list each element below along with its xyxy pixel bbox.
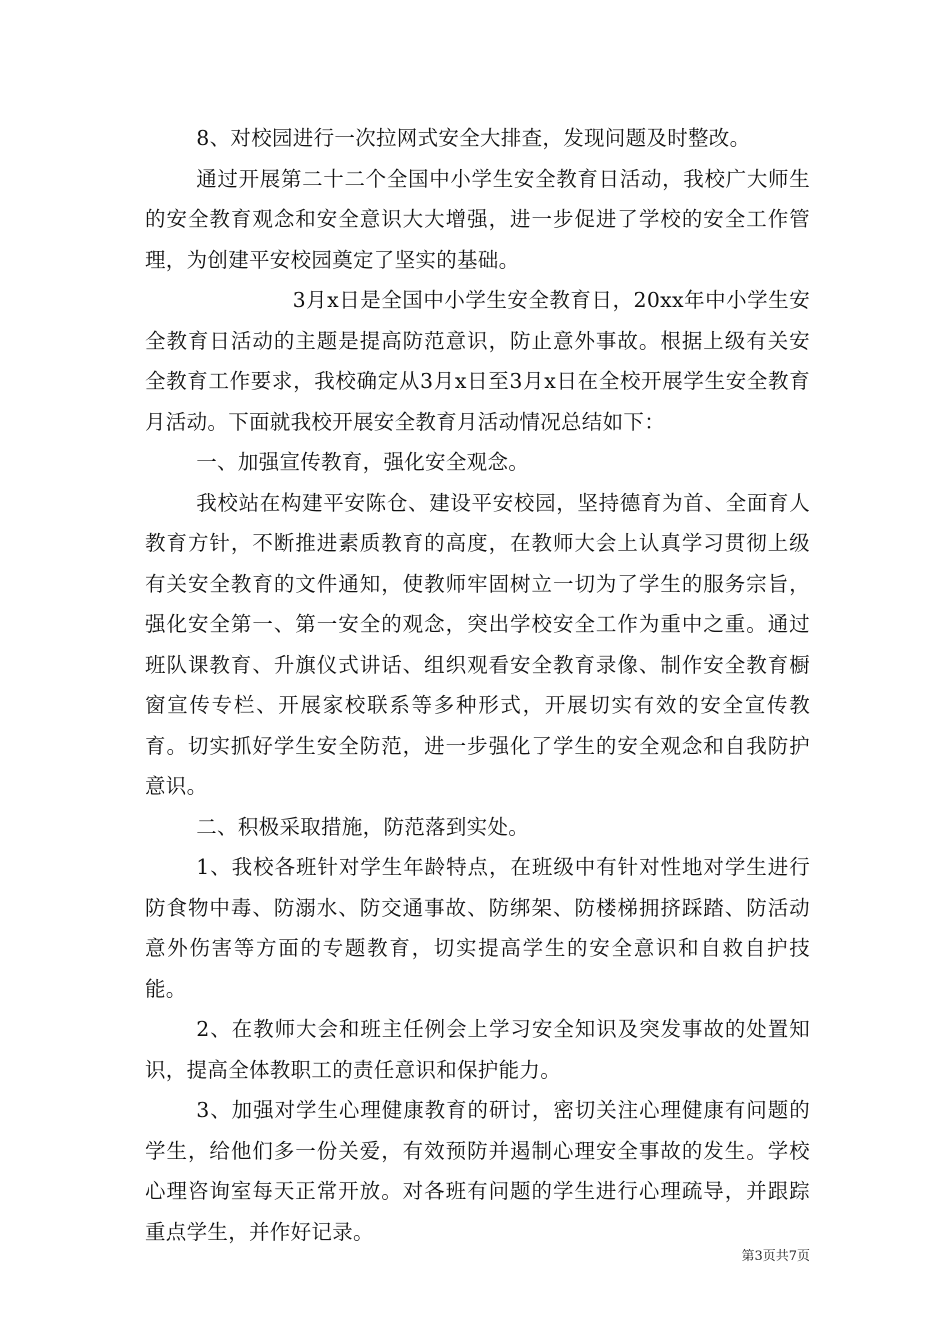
paragraph-item-1: 1、我校各班针对学生年龄特点，在班级中有针对性地对学生进行防食物中毒、防溺水、防交通事故、防绑架、防楼梯拥挤踩踏、防活动意外伤害等方面的专题教育，切实提高学生的安全意识和自救自护技能。 (145, 855, 810, 1001)
section-heading-2: 二、积极采取措施，防范落到实处。 (196, 814, 530, 839)
page-number: 第3页共7页 (741, 1249, 810, 1264)
paragraph-intro: 3月x日是全国中小学生安全教育日，20xx年中小学生安全教育日活动的主题是提高防范意识，防止意外事故。根据上级有关安全教育工作要求，我校确定从3月x日至3月x日在全校开展学生安全教育月活动。下面就我校开展安全教育月活动情况总结如下： (145, 288, 810, 434)
paragraph-item-3: 3、加强对学生心理健康教育的研讨，密切关注心理健康有问题的学生，给他们多一份关爱，有效预防并遏制心理安全事故的发生。学校心理咨询室每天正常开放。对各班有问题的学生进行心理疏导，并跟踪重点学生，并作好记录。 (145, 1098, 810, 1244)
document-body (145, 118, 810, 1252)
paragraph-section-1: 我校站在构建平安陈仓、建设平安校园，坚持德育为首、全面育人教育方针，不断推进素质教育的高度，在教师大会上认真学习贯彻上级有关安全教育的文件通知，使教师牢固树立一切为了学生的服务宗旨，强化安全第一、第一安全的观念，突出学校安全工作为重中之重。通过班队课教育、升旗仪式讲话、组织观看安全教育录像、制作安全教育橱窗宣传专栏、开展家校联系等多种形式，开展切实有效的安全宣传教育。切实抓好学生安全防范，进一步强化了学生的安全观念和自我防护意识。 (145, 490, 810, 798)
paragraph-item-2: 2、在教师大会和班主任例会上学习安全知识及突发事故的处置知识，提高全体教职工的责任意识和保护能力。 (145, 1017, 810, 1082)
paragraph-item-8: 8、对校园进行一次拉网式安全大排查，发现问题及时整改。 (196, 126, 751, 150)
paragraph-summary: 通过开展第二十二个全国中小学生安全教育日活动，我校广大师生的安全教育观念和安全意识大大增强，进一步促进了学校的安全工作管理，为创建平安校园奠定了坚实的基础。 (145, 166, 810, 272)
section-heading-1: 一、加强宣传教育，强化安全观念。 (196, 450, 530, 474)
